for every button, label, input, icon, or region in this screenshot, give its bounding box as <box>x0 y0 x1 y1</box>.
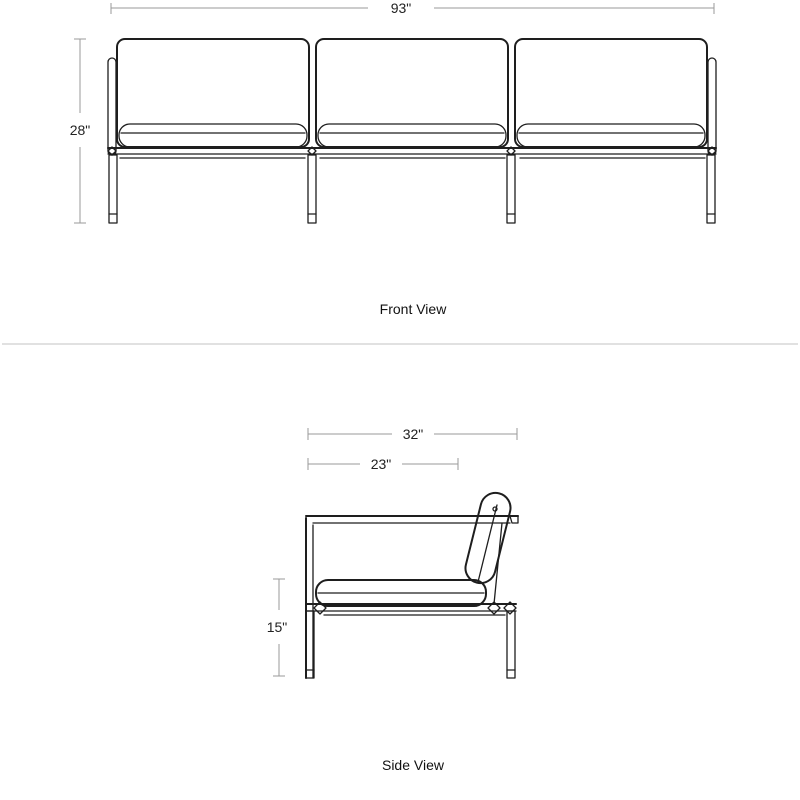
seat-cushion-right <box>517 124 705 147</box>
front-height-dimension <box>70 39 91 223</box>
back-cushion-center <box>316 39 508 147</box>
side-back-cushion <box>462 490 513 587</box>
seat-cushion-center <box>318 124 506 147</box>
front-height-label: 28" <box>69 122 91 138</box>
side-depth-dimension <box>308 426 517 442</box>
sofa-side-drawing <box>306 490 518 678</box>
side-seat-height-dimension <box>267 579 288 676</box>
front-width-dimension <box>111 0 714 16</box>
back-cushion-right <box>515 39 707 147</box>
front-view-label: Front View <box>379 301 447 317</box>
sofa-front-drawing <box>108 39 716 223</box>
front-width-label: 93" <box>390 0 412 16</box>
arm-post-left <box>108 58 116 155</box>
back-cushion-left <box>117 39 309 147</box>
side-legs <box>306 611 515 678</box>
side-view-label: Side View <box>381 757 445 773</box>
side-seat-rail <box>306 602 516 615</box>
front-frame-rail <box>108 147 716 158</box>
side-seat-depth-dimension <box>308 456 458 472</box>
side-seat-depth-label: 23" <box>370 456 392 472</box>
front-legs <box>109 155 715 223</box>
side-depth-label: 32" <box>402 426 424 442</box>
seat-cushion-left <box>119 124 307 147</box>
front-view <box>70 0 716 317</box>
arm-post-right <box>708 58 716 155</box>
side-seat-height-label: 15" <box>266 619 288 635</box>
side-view <box>267 426 518 773</box>
